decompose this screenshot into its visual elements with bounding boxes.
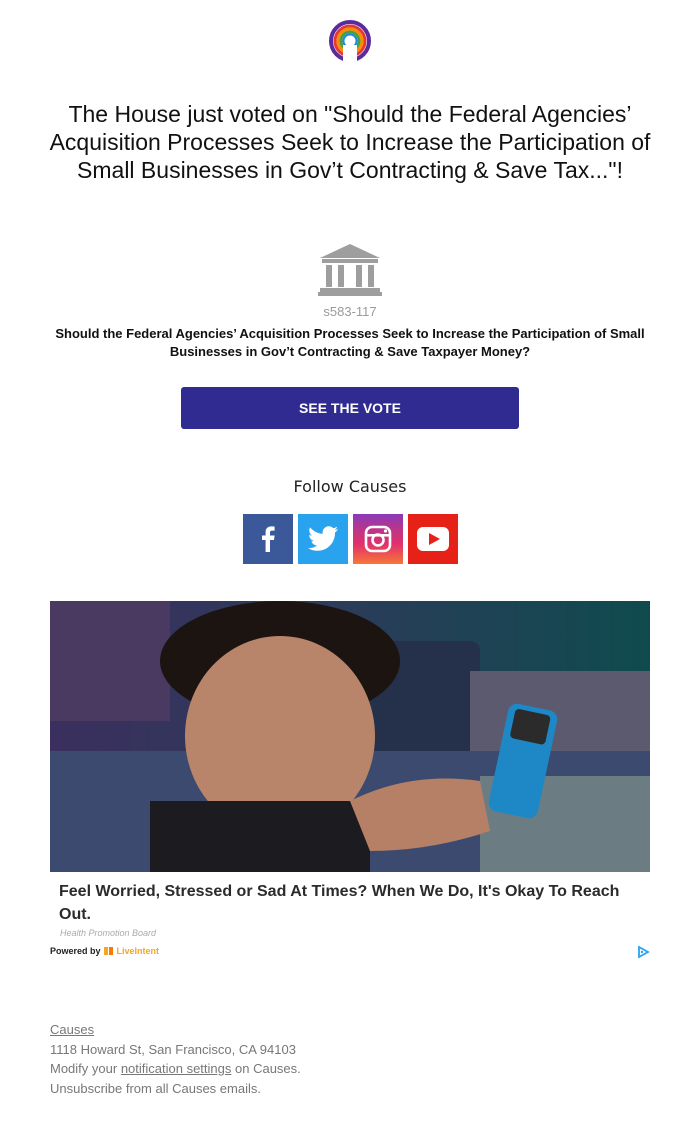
government-building-icon (318, 244, 382, 296)
bill-title: Should the Federal Agencies’ Acquisition Processes Seek to Increase the Participation of Small Businesses in Gov’t Contracting & Save Taxpayer Money? (55, 326, 645, 359)
causes-logo-icon[interactable] (328, 19, 372, 63)
follow-title: Follow Causes (293, 477, 407, 496)
footer (50, 1020, 301, 1098)
powered-by-liveintent[interactable] (50, 946, 159, 956)
liveintent-label: LiveIntent (116, 946, 160, 956)
bill-id: s583-117 (323, 304, 377, 319)
modify-suffix: on Causes. (231, 1061, 301, 1076)
youtube-icon (417, 527, 449, 551)
facebook-link[interactable] (243, 514, 293, 564)
youtube-link[interactable] (408, 514, 458, 564)
facebook-icon (256, 526, 280, 552)
modify-prefix: Modify your (50, 1061, 121, 1076)
causes-footer-link[interactable]: Causes (50, 1022, 95, 1037)
notification-settings-link[interactable]: notification settings (120, 1061, 232, 1076)
email-headline: The House just voted on "Should the Federal Agencies’ Acquisition Processes Seek to Increase the Participation of Small Businesses in Gov’t Contracting & Save Tax..."! (49, 101, 651, 183)
liveintent-logo-icon (104, 946, 114, 956)
see-the-vote-button[interactable]: SEE THE VOTE (181, 387, 519, 429)
ad-headline-link[interactable]: Feel Worried, Stressed or Sad At Times? When We Do, It's Okay To Reach Out. (59, 883, 620, 923)
instagram-icon (364, 525, 392, 553)
twitter-link[interactable] (298, 514, 348, 564)
ad-image[interactable] (50, 601, 650, 872)
ad-sponsor: Health Promotion Board (60, 928, 157, 938)
twitter-icon (308, 526, 338, 552)
adchoices-icon[interactable] (636, 945, 650, 959)
social-links (243, 514, 458, 564)
instagram-link[interactable] (353, 514, 403, 564)
footer-modify-line (50, 1059, 301, 1079)
footer-address: 1118 Howard St, San Francisco, CA 94103 (50, 1041, 296, 1057)
unsubscribe-link[interactable]: Unsubscribe from all Causes emails. (50, 1080, 261, 1096)
powered-by-label: Powered by (50, 946, 101, 956)
